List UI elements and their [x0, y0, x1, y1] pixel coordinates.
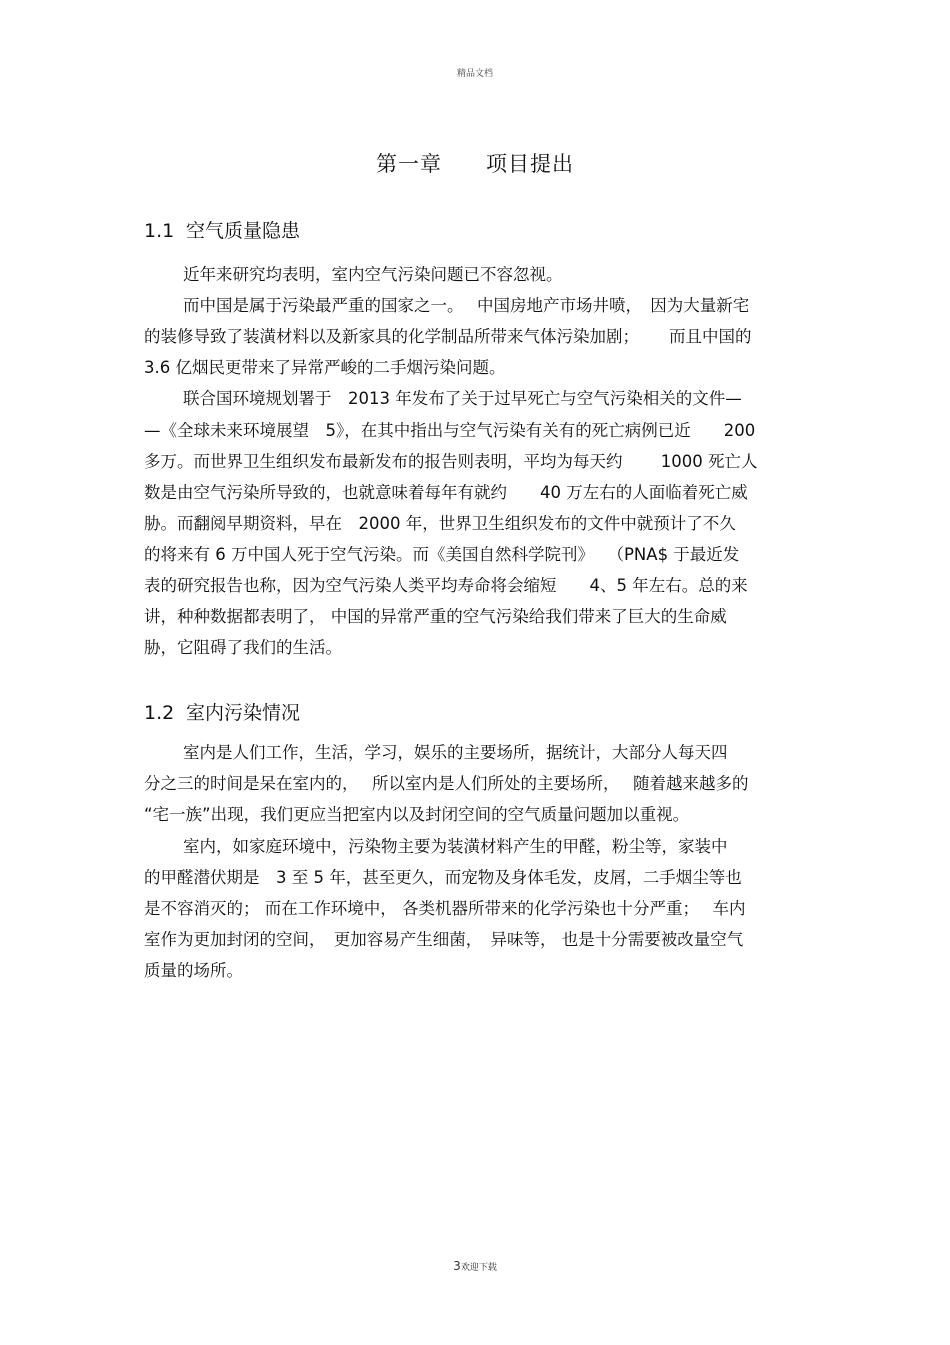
- paragraph-line: 3.6 亿烟民更带来了异常严峻的二手烟污染问题。: [144, 358, 506, 377]
- paragraph-line: 而中国是属于污染最严重的国家之一。 中国房地产市场井喷， 因为大量新宅: [183, 296, 750, 315]
- paragraph-line: 质量的场所。: [144, 961, 243, 980]
- chapter-title: [0, 148, 950, 178]
- paragraph-line: 的装修导致了装潢材料以及新家具的化学制品所带来气体污染加剧； 而且中国的: [144, 327, 752, 346]
- section-title: 室内污染情况: [186, 702, 301, 724]
- page-header: 精品文档: [456, 69, 493, 79]
- paragraph-line: 胁。而翻阅早期资料，早在 2000 年，世界卫生组织发布的文件中就预计了不久: [144, 514, 736, 533]
- paragraph-line: 近年来研究均表明，室内空气污染问题已不容忽视。: [183, 265, 563, 284]
- section-heading-1-2: [144, 698, 300, 725]
- section-number: 1.1: [144, 220, 175, 242]
- paragraph-line: 室内是人们工作，生活，学习，娱乐的主要场所，据统计，大部分人每天四: [183, 743, 728, 762]
- paragraph-line: 表的研究报告也称，因为空气污染人类平均寿命将会缩短 4、5 年左右。总的来: [144, 576, 748, 595]
- section-number: 1.2: [144, 702, 175, 724]
- paragraph-line: 联合国环境规划署于 2013 年发布了关于过早死亡与空气污染相关的文件—: [183, 389, 742, 408]
- chapter-name: 项目提出: [486, 152, 574, 176]
- paragraph-line: 胁，它阻碍了我们的生活。: [144, 638, 342, 657]
- paragraph-line: 的甲醛潜伏期是 3 至 5 年，甚至更久，而宠物及身体毛发，皮屑，二手烟尘等也: [144, 868, 742, 887]
- paragraph-line: “宅一族”出现，我们更应当把室内以及封闭空间的空气质量问题加以重视。: [144, 805, 690, 824]
- paragraph-line: 讲，种种数据都表明了， 中国的异常严重的空气污染给我们带来了巨大的生命威: [144, 607, 727, 626]
- paragraph-line: 多万。而世界卫生组织发布最新发布的报告则表明，平均为每天约 1000 死亡人: [144, 452, 758, 471]
- paragraph-line: 室作为更加封闭的空间， 更加容易产生细菌， 异味等， 也是十分需要被改量空气: [144, 930, 744, 949]
- footer-text: 欢迎下载: [460, 1263, 497, 1273]
- paragraph-line: 的将来有 6 万中国人死于空气污染。而《美国自然科学院刊》 （PNA$ 于最近发: [144, 545, 740, 564]
- paragraph-line: 数是由空气污染所导致的，也就意味着每年有就约 40 万左右的人面临着死亡威: [144, 483, 748, 502]
- paragraph-line: 分之三的时间是呆在室内的， 所以室内是人们所处的主要场所， 随着越来越多的: [144, 774, 749, 793]
- section-title: 空气质量隐患: [186, 220, 301, 242]
- paragraph-line: 室内，如家庭环境中，污染物主要为装潢材料产生的甲醛，粉尘等，家装中: [183, 837, 728, 856]
- page-footer: [0, 1259, 950, 1273]
- paragraph-line: 是不容消灭的； 而在工作环境中， 各类机器所带来的化学污染也十分严重； 车内: [144, 899, 746, 918]
- page-number: 3: [453, 1259, 461, 1273]
- chapter-number: 第一章: [376, 152, 442, 176]
- paragraph-line: —《全球未来环境展望 5》，在其中指出与空气污染有关有的死亡病例已近 200: [144, 421, 756, 440]
- section-heading-1-1: [144, 216, 300, 243]
